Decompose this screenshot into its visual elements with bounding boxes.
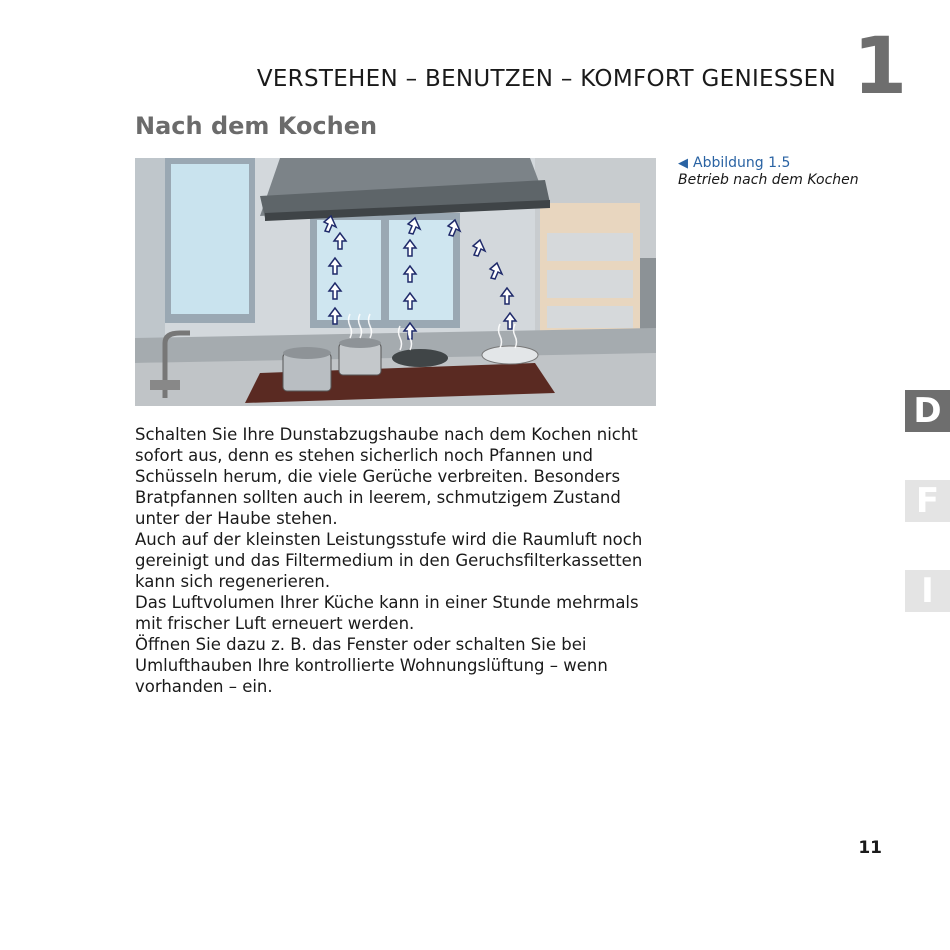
figure-caption [678,155,878,189]
language-tab-d[interactable]: D [905,390,950,432]
paragraph: Schalten Sie Ihre Dunstabzugshaube nach dem Kochen nicht sofort aus, denn es stehen sicherlich noch Pfannen und Schüsseln herum, die viele Gerüche verbreiten. Besonders Bratpfannen sollten auch in leerem, schmutzigem Zustand unter der Haube stehen. [135,425,638,528]
figure-reference [678,155,878,172]
paragraph: Öffnen Sie dazu z. B. das Fenster oder schalten Sie bei Umlufthauben Ihre kontrollierte Wohnungslüftung – wenn vorhanden – ein. [135,635,608,696]
page-number: 11 [858,838,882,858]
triangle-left-icon: ◀ [678,156,688,171]
paragraph: Auch auf der kleinsten Leistungsstufe wird die Raumluft noch gereinigt und das Filtermedium in den Geruchsfilterkassetten kann sich regenerieren. [135,530,643,591]
figure-label: Abbildung 1.5 [693,155,791,171]
chapter-title: VERSTEHEN – BENUTZEN – KOMFORT GENIESSEN [256,66,836,92]
language-tab-f[interactable]: F [905,480,950,522]
body-text [135,424,665,697]
kitchen-illustration [135,158,656,406]
paragraph: Das Luftvolumen Ihrer Küche kann in einer Stunde mehrmals mit frischer Luft erneuert werden. [135,593,639,633]
section-heading: Nach dem Kochen [135,112,378,140]
language-tab-i[interactable]: I [905,570,950,612]
figure-caption-text: Betrieb nach dem Kochen [678,172,859,188]
chapter-number: 1 [852,22,908,112]
